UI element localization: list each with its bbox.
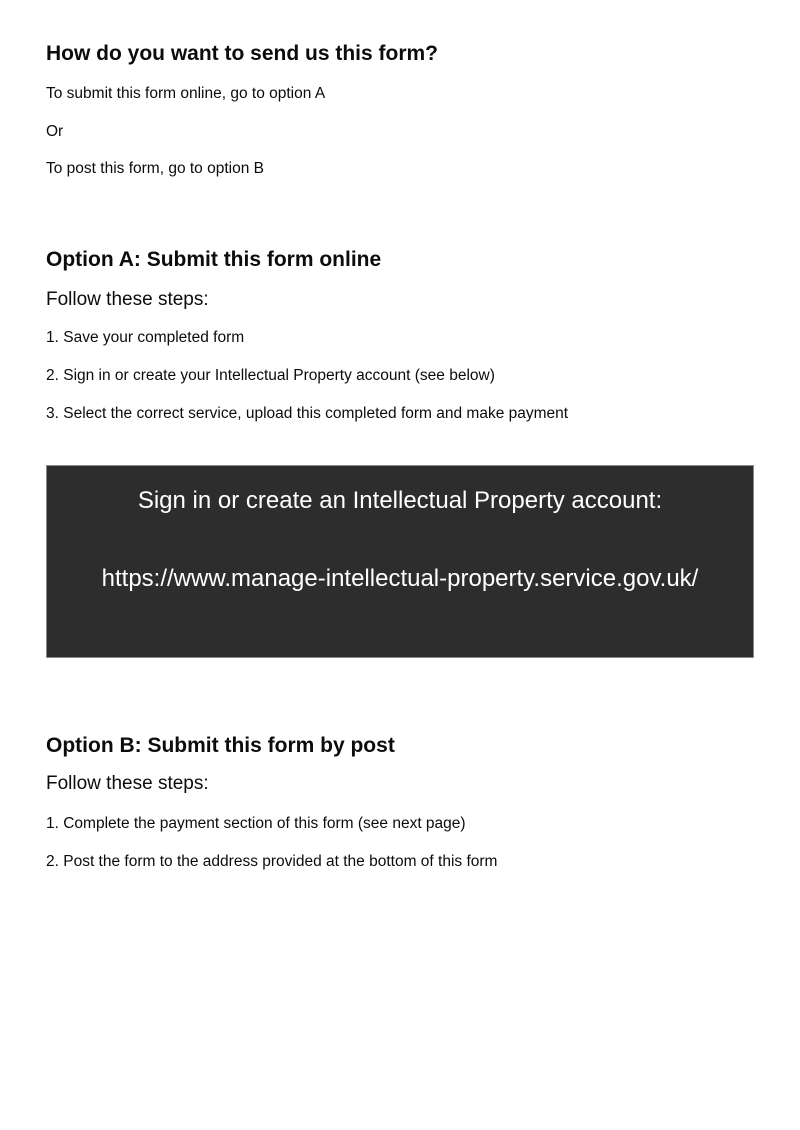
option-b-step-2: 2. Post the form to the address provided at the bottom of this form: [46, 853, 498, 870]
option-a-step-1: 1. Save your completed form: [46, 329, 245, 346]
intro-or-text: Or: [46, 123, 64, 140]
option-a-lead: Follow these steps:: [46, 289, 209, 310]
intro-online-text: To submit this form online, go to option A: [46, 85, 326, 102]
account-url-link[interactable]: https://www.manage-intellectual-property.service.gov.uk/: [101, 565, 699, 592]
option-a-step-2: 2. Sign in or create your Intellectual Property account (see below): [46, 367, 495, 384]
intro-title: How do you want to send us this form?: [46, 42, 438, 65]
intro-post-text: To post this form, go to option B: [46, 160, 264, 177]
option-b-title: Option B: Submit this form by post: [46, 734, 395, 757]
option-b-step-1: 1. Complete the payment section of this form (see next page): [46, 815, 466, 832]
account-callout-box: [46, 465, 754, 658]
option-b-lead: Follow these steps:: [46, 773, 209, 794]
account-callout-heading: Sign in or create an Intellectual Property account:: [137, 487, 663, 514]
option-a-title: Option A: Submit this form online: [46, 248, 382, 271]
option-a-step-3: 3. Select the correct service, upload this completed form and make payment: [46, 405, 569, 422]
